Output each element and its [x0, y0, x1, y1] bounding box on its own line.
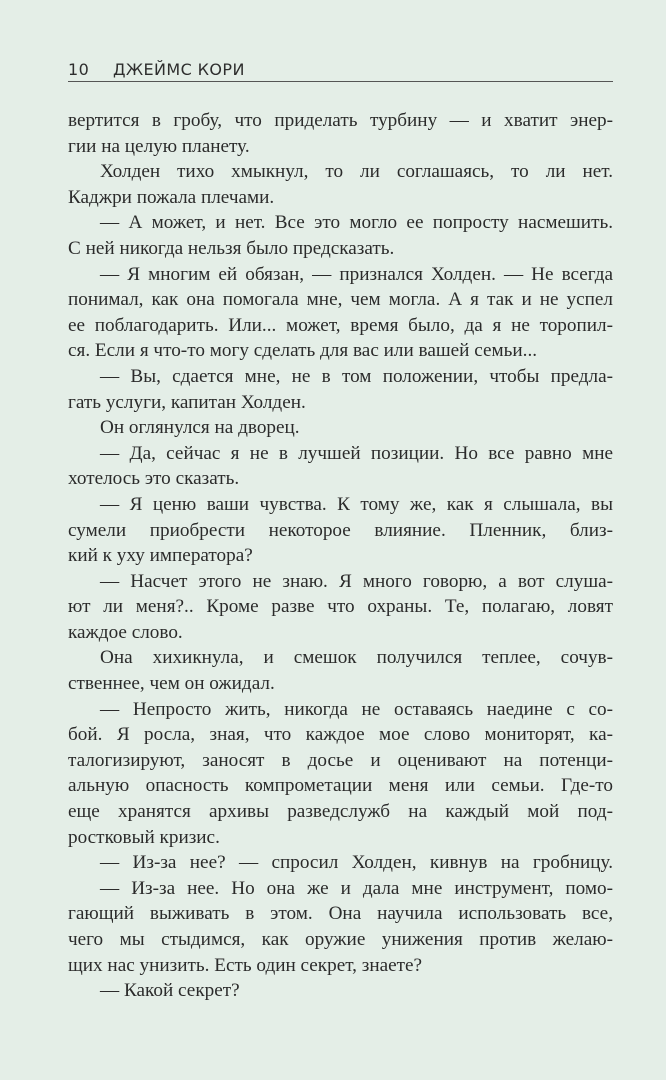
text-line: альную опасность компрометации меня или семьи. Где-то: [68, 775, 613, 797]
text-line: хотелось это сказать.: [68, 468, 240, 490]
running-title: ДЖЕЙМС КОРИ: [113, 60, 245, 79]
text-line: — Вы, сдается мне, не в том положении, чтобы предла-: [100, 365, 613, 387]
text-line: гать услуги, капитан Холден.: [68, 391, 306, 413]
text-line: ют ли меня?.. Кроме разве что охраны. Те, полагаю, ловят: [68, 596, 613, 618]
text-line: — Какой секрет?: [100, 980, 240, 1002]
text-line: Она хихикнула, и смешок получился теплее, сочув-: [100, 647, 613, 669]
text-line: — А может, и нет. Все это могло ее попросту насмешить.: [100, 212, 613, 234]
text-line: — Непросто жить, никогда не оставаясь наедине с со-: [100, 698, 613, 720]
text-line: — Насчет этого не знаю. Я много говорю, а вот слуша-: [100, 570, 613, 592]
text-line: Холден тихо хмыкнул, то ли соглашаясь, то ли нет.: [100, 161, 613, 183]
running-head: [68, 60, 613, 82]
text-line: еще хранятся архивы разведслужб на каждый мой под-: [68, 801, 613, 823]
text-line: ся. Если я что-то могу сделать для вас или вашей семьи...: [68, 340, 538, 362]
text-line: понимал, как она помогала мне, чем могла. А я так и не успел: [68, 289, 613, 311]
text-line: — Я ценю ваши чувства. К тому же, как я слышала, вы: [100, 493, 613, 515]
text-line: ростковый кризис.: [68, 826, 220, 848]
text-line: талогизируют, заносят в досье и оценивают на потенци-: [68, 749, 613, 771]
text-line: сумели приобрести некоторое влияние. Пленник, близ-: [68, 519, 613, 541]
header-rule: [68, 81, 613, 82]
text-line: каждое слово.: [68, 621, 183, 643]
text-line: вертится в гробу, что приделать турбину — и хватит энер-: [68, 110, 613, 131]
text-line: бой. Я росла, зная, что каждое мое слово мониторят, ка-: [68, 724, 613, 746]
text-line: щих нас унизить. Есть один секрет, знаете?: [68, 954, 423, 976]
text-line: ственнее, чем он ожидал.: [68, 673, 275, 695]
text-line: гающий выживать в этом. Она научила использовать все,: [68, 903, 613, 925]
text-line: Каджри пожала плечами.: [68, 186, 275, 208]
text-line: — Да, сейчас я не в лучшей позиции. Но все равно мне: [100, 442, 613, 464]
text-line: ее поблагодарить. Или... может, время было, да я не торопил-: [68, 314, 613, 336]
text-line: — Из-за нее? — спросил Холден, кивнув на гробницу.: [100, 852, 613, 874]
text-line: С ней никогда нельзя было предсказать.: [68, 237, 395, 259]
text-line: — Из-за нее. Но она же и дала мне инструмент, помо-: [100, 877, 613, 899]
body-text: [68, 108, 613, 1004]
text-line: чего мы стыдимся, как оружие унижения против желаю-: [68, 929, 613, 950]
text-line: Он оглянулся на дворец.: [100, 417, 300, 439]
text-line: — Я многим ей обязан, — признался Холден. — Не всегда: [100, 263, 613, 285]
page-number: 10: [68, 60, 90, 79]
text-line: кий к уху императора?: [68, 545, 253, 567]
text-line: гии на целую планету.: [68, 135, 250, 157]
